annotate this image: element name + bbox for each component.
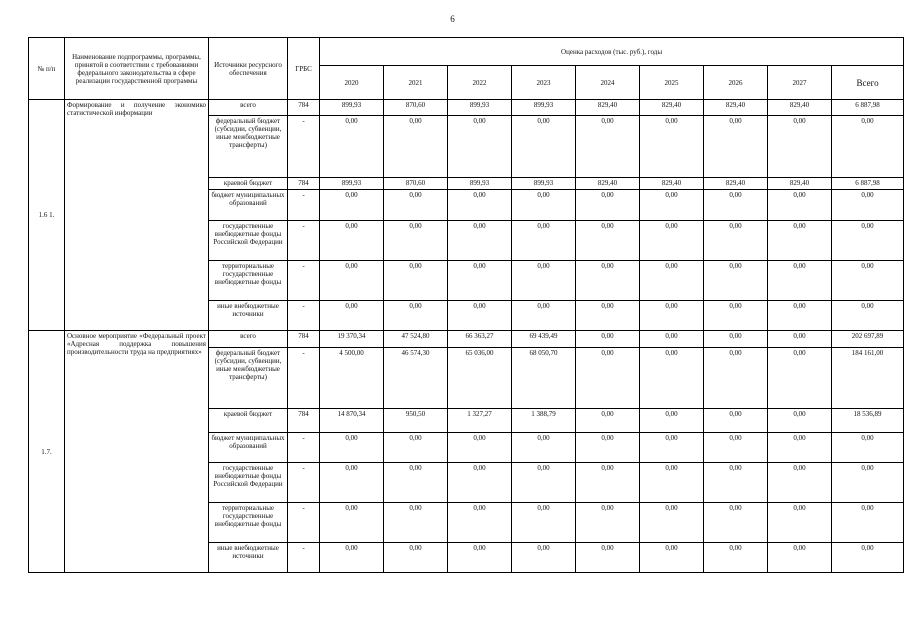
- year-value: 829,40: [768, 178, 832, 190]
- grbs-code: -: [288, 348, 320, 409]
- year-value: 0,00: [576, 190, 640, 221]
- item-number: 1.7.: [29, 331, 65, 573]
- year-value: 0,00: [576, 433, 640, 463]
- year-value: 0,00: [640, 190, 704, 221]
- year-value: 0,00: [768, 433, 832, 463]
- year-value: 0,00: [448, 433, 512, 463]
- expense-table: [28, 37, 904, 573]
- total-value: 0,00: [832, 463, 904, 503]
- year-value: 829,40: [576, 178, 640, 190]
- year-value: 899,93: [448, 178, 512, 190]
- year-value: 829,40: [704, 178, 768, 190]
- funding-source: территориальные государственные внебюджетные фонды: [209, 503, 288, 543]
- funding-source: всего: [209, 331, 288, 348]
- funding-source: иные внебюджетные источники: [209, 543, 288, 573]
- year-value: 0,00: [768, 348, 832, 409]
- year-value: 0,00: [384, 503, 448, 543]
- funding-source: краевой бюджет: [209, 178, 288, 190]
- header-year: 2027: [768, 66, 832, 100]
- header-total: Всего: [832, 66, 904, 100]
- year-value: 0,00: [320, 433, 384, 463]
- grbs-code: -: [288, 221, 320, 261]
- year-value: 14 870,34: [320, 409, 384, 433]
- year-value: 829,40: [576, 100, 640, 116]
- year-value: 0,00: [640, 463, 704, 503]
- total-value: 6 887,98: [832, 178, 904, 190]
- year-value: 0,00: [448, 503, 512, 543]
- funding-source: федеральный бюджет (субсидии, субвенции, иные межбюджетные трансферты): [209, 116, 288, 178]
- year-value: 829,40: [768, 100, 832, 116]
- year-value: 0,00: [320, 543, 384, 573]
- year-value: 65 036,00: [448, 348, 512, 409]
- year-value: 0,00: [640, 409, 704, 433]
- year-value: 0,00: [512, 261, 576, 301]
- year-value: 0,00: [576, 221, 640, 261]
- year-value: 870,60: [384, 100, 448, 116]
- year-value: 0,00: [576, 116, 640, 178]
- item-name: Основное мероприятие «Федеральный проект «Адресная поддержка повышения производительности труда на предприятиях»: [65, 331, 209, 573]
- item-name: Формирование и получение экономико статистической информации: [65, 100, 209, 331]
- header-year: 2023: [512, 66, 576, 100]
- year-value: 899,93: [512, 100, 576, 116]
- total-value: 0,00: [832, 543, 904, 573]
- funding-source: федеральный бюджет (субсидии, субвенции, иные межбюджетные трансферты): [209, 348, 288, 409]
- total-value: 184 161,00: [832, 348, 904, 409]
- year-value: 0,00: [704, 261, 768, 301]
- item-number: 1.6 1.: [29, 100, 65, 331]
- grbs-code: -: [288, 463, 320, 503]
- year-value: 0,00: [704, 190, 768, 221]
- year-value: 899,93: [512, 178, 576, 190]
- year-value: 0,00: [384, 221, 448, 261]
- year-value: 66 363,27: [448, 331, 512, 348]
- year-value: 0,00: [448, 261, 512, 301]
- year-value: 0,00: [640, 543, 704, 573]
- year-value: 47 524,80: [384, 331, 448, 348]
- year-value: 0,00: [704, 348, 768, 409]
- year-value: 0,00: [512, 116, 576, 178]
- year-value: 0,00: [384, 261, 448, 301]
- year-value: 0,00: [704, 543, 768, 573]
- year-value: 0,00: [384, 190, 448, 221]
- year-value: 0,00: [384, 433, 448, 463]
- header-year: 2025: [640, 66, 704, 100]
- year-value: 0,00: [640, 433, 704, 463]
- total-value: 0,00: [832, 261, 904, 301]
- year-value: 0,00: [640, 221, 704, 261]
- year-value: 829,40: [640, 100, 704, 116]
- year-value: 0,00: [320, 503, 384, 543]
- grbs-code: -: [288, 116, 320, 178]
- year-value: 4 500,00: [320, 348, 384, 409]
- year-value: 0,00: [448, 301, 512, 331]
- year-value: 0,00: [320, 116, 384, 178]
- year-value: 0,00: [640, 348, 704, 409]
- year-value: 870,60: [384, 178, 448, 190]
- header-year: 2020: [320, 66, 384, 100]
- table-body: [29, 100, 904, 573]
- year-value: 0,00: [768, 409, 832, 433]
- year-value: 0,00: [512, 301, 576, 331]
- funding-source: бюджет муниципальных образований: [209, 433, 288, 463]
- year-value: 0,00: [448, 543, 512, 573]
- year-value: 0,00: [768, 116, 832, 178]
- total-value: 0,00: [832, 190, 904, 221]
- page-number: 6: [450, 14, 455, 24]
- year-value: 0,00: [704, 463, 768, 503]
- grbs-code: 784: [288, 331, 320, 348]
- year-value: 0,00: [640, 331, 704, 348]
- year-value: 0,00: [640, 116, 704, 178]
- year-value: 0,00: [768, 331, 832, 348]
- header-expenses: Оценка расходов (тыс. руб.), годы: [320, 38, 904, 66]
- year-value: 69 439,49: [512, 331, 576, 348]
- year-value: 0,00: [704, 503, 768, 543]
- year-value: 899,93: [320, 178, 384, 190]
- year-value: 0,00: [384, 543, 448, 573]
- year-value: 829,40: [640, 178, 704, 190]
- year-value: 0,00: [768, 503, 832, 543]
- total-value: 202 697,89: [832, 331, 904, 348]
- year-value: 0,00: [768, 543, 832, 573]
- year-value: 0,00: [704, 331, 768, 348]
- year-value: 0,00: [320, 261, 384, 301]
- header-year: 2026: [704, 66, 768, 100]
- header-name: Наименование подпрограммы, программы, принятой в соответствии с требованиями федерального законодательства в сфере реализации государственной программы: [65, 38, 209, 100]
- table-row: [29, 331, 904, 348]
- grbs-code: -: [288, 301, 320, 331]
- year-value: 0,00: [448, 221, 512, 261]
- year-value: 0,00: [448, 190, 512, 221]
- table-row: [29, 100, 904, 116]
- year-value: 0,00: [768, 301, 832, 331]
- year-value: 0,00: [320, 221, 384, 261]
- year-value: 0,00: [576, 348, 640, 409]
- grbs-code: -: [288, 190, 320, 221]
- year-value: 0,00: [768, 221, 832, 261]
- year-value: 19 370,34: [320, 331, 384, 348]
- year-value: 0,00: [576, 543, 640, 573]
- year-value: 0,00: [512, 463, 576, 503]
- grbs-code: 784: [288, 100, 320, 116]
- year-value: 1 327,27: [448, 409, 512, 433]
- total-value: 0,00: [832, 301, 904, 331]
- year-value: 0,00: [576, 261, 640, 301]
- header-year: 2024: [576, 66, 640, 100]
- year-value: 0,00: [384, 116, 448, 178]
- funding-source: всего: [209, 100, 288, 116]
- header-num: № п/п: [29, 38, 65, 100]
- year-value: 0,00: [704, 301, 768, 331]
- funding-source: бюджет муниципальных образований: [209, 190, 288, 221]
- grbs-code: -: [288, 261, 320, 301]
- year-value: 950,50: [384, 409, 448, 433]
- year-value: 0,00: [576, 463, 640, 503]
- header-grbs: ГРБС: [288, 38, 320, 100]
- year-value: 0,00: [320, 190, 384, 221]
- year-value: 0,00: [640, 503, 704, 543]
- year-value: 0,00: [768, 261, 832, 301]
- year-value: 0,00: [512, 190, 576, 221]
- year-value: 0,00: [704, 409, 768, 433]
- grbs-code: -: [288, 543, 320, 573]
- year-value: 0,00: [384, 301, 448, 331]
- year-value: 0,00: [576, 331, 640, 348]
- year-value: 0,00: [320, 301, 384, 331]
- year-value: 0,00: [576, 301, 640, 331]
- year-value: 0,00: [704, 221, 768, 261]
- year-value: 0,00: [512, 433, 576, 463]
- total-value: 0,00: [832, 433, 904, 463]
- header-year: 2021: [384, 66, 448, 100]
- header-source: Источники ресурсного обеспечения: [209, 38, 288, 100]
- year-value: 0,00: [448, 463, 512, 503]
- total-value: 0,00: [832, 221, 904, 261]
- funding-source: территориальные государственные внебюджетные фонды: [209, 261, 288, 301]
- year-value: 0,00: [704, 433, 768, 463]
- header-year: 2022: [448, 66, 512, 100]
- grbs-code: -: [288, 433, 320, 463]
- year-value: 0,00: [384, 463, 448, 503]
- total-value: 0,00: [832, 503, 904, 543]
- total-value: 0,00: [832, 116, 904, 178]
- year-value: 0,00: [640, 261, 704, 301]
- grbs-code: 784: [288, 409, 320, 433]
- funding-source: государственные внебюджетные фонды Российской Федерации: [209, 463, 288, 503]
- total-value: 18 536,89: [832, 409, 904, 433]
- funding-source: иные внебюджетные источники: [209, 301, 288, 331]
- year-value: 829,40: [704, 100, 768, 116]
- grbs-code: 784: [288, 178, 320, 190]
- year-value: 46 574,30: [384, 348, 448, 409]
- funding-source: государственные внебюджетные фонды Российской Федерации: [209, 221, 288, 261]
- year-value: 0,00: [512, 503, 576, 543]
- year-value: 899,93: [320, 100, 384, 116]
- year-value: 0,00: [576, 409, 640, 433]
- year-value: 68 050,70: [512, 348, 576, 409]
- year-value: 0,00: [576, 503, 640, 543]
- year-value: 0,00: [512, 221, 576, 261]
- year-value: 0,00: [640, 301, 704, 331]
- year-value: 899,93: [448, 100, 512, 116]
- year-value: 1 388,79: [512, 409, 576, 433]
- year-value: 0,00: [512, 543, 576, 573]
- year-value: 0,00: [448, 116, 512, 178]
- year-value: 0,00: [768, 463, 832, 503]
- year-value: 0,00: [320, 463, 384, 503]
- year-value: 0,00: [768, 190, 832, 221]
- year-value: 0,00: [704, 116, 768, 178]
- grbs-code: -: [288, 503, 320, 543]
- funding-source: краевой бюджет: [209, 409, 288, 433]
- total-value: 6 887,98: [832, 100, 904, 116]
